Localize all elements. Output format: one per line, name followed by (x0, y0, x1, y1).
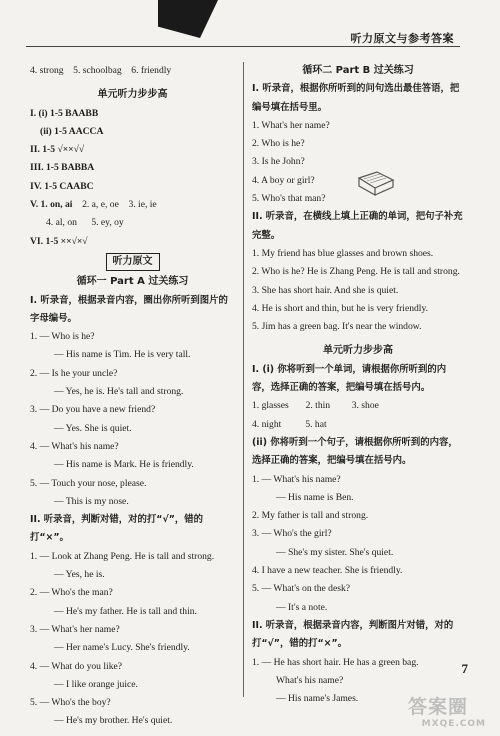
dialog-line: 1. — Look at Zhang Peng. He is tall and strong. (30, 550, 215, 562)
book-stamp-icon (355, 168, 397, 198)
answer-II: II. 1-5 √××√√ (30, 144, 85, 156)
loop-title-left: 循环一 Part A 过关练习 (76, 276, 189, 288)
column-divider (243, 62, 244, 697)
dialog-line: — His name is Mark. He is friendly. (54, 459, 194, 471)
dialog-line: — She's my sister. She's quiet. (276, 546, 394, 558)
dialog-line: 2. My father is tall and strong. (252, 510, 369, 522)
answer-I-i: I. (i) 1-5 BAABB (30, 107, 99, 119)
dialog-line: 1. — Who is he? (30, 331, 95, 343)
answer-IV: IV. 1-5 CAABC (30, 180, 94, 192)
section1-instruction-right: I. 听录音，根据你所听到的问句选出最佳答语，把编号填在括号里。 (252, 83, 460, 113)
dialog-line: — His name is Ben. (276, 491, 354, 503)
dialog-line: — Yes, he is. He's tall and strong. (54, 386, 184, 398)
dialog-line: — His name's James. (276, 693, 359, 705)
sentence-line: 1. My friend has blue glasses and brown shoes. (252, 247, 434, 259)
dialog-line: 5. — Who's the boy? (30, 697, 111, 709)
header-title: 听力原文与参考答案 (350, 32, 454, 45)
unit-heading-left: 单元听力步步高 (97, 89, 168, 101)
dialog-line: 3. — What's her name? (30, 623, 120, 635)
dialog-line: What's his name? (276, 674, 344, 686)
dialog-line: 4. — What do you like? (30, 660, 123, 672)
dialog-line: — I like orange juice. (54, 678, 138, 690)
header-rule (26, 46, 460, 47)
dialog-line: 5. — What's on the desk? (252, 583, 351, 595)
answer-I-ii: (ii) 1-5 AACCA (40, 125, 104, 137)
unit-heading-right: 单元听力步步高 (323, 345, 393, 357)
boxed-title: 听力原文 (106, 253, 160, 271)
section2-instruction-right: II. 听录音，在横线上填上正确的单词，把句子补充完整。 (252, 211, 463, 241)
dialog-line: 4. — What's his name? (30, 440, 119, 452)
unit-i-instruction: I. (i) 你将听到一个单词，请根据你所听到的内容，选择正确的答案，把编号填在括号内。 (252, 363, 447, 394)
dialog-line: 3. — Do you have a new friend? (30, 404, 156, 416)
right-column (252, 62, 464, 708)
word-row-1: 1. glasses 2. thin 3. shoe (252, 400, 379, 412)
dialog-line: 5. — Touch your nose, please. (30, 477, 147, 489)
question-line: 2. Who is he? (252, 138, 305, 150)
section2-instruction-left: II. 听录音，判断对错，对的打“√”，错的打“×”。 (30, 514, 204, 544)
left-column (30, 62, 235, 731)
sentence-line: 2. Who is he? He is Zhang Peng. He is tall and strong. (252, 266, 460, 278)
watermark-logo (408, 692, 486, 729)
dialog-line: 2. — Who's the man? (30, 587, 113, 599)
answer-III: III. 1-5 BABBA (30, 162, 95, 174)
sentence-line: 5. Jim has a green bag. It's near the window. (252, 321, 422, 333)
sentence-line: 3. She has short hair. And she is quiet. (252, 284, 399, 296)
dialog-line: 1. — He has short hair. He has a green bag. (252, 656, 419, 668)
dialog-line: — It's a note. (276, 601, 328, 613)
dialog-line: — Her name's Lucy. She's friendly. (54, 642, 190, 654)
dialog-line: 4. I have a new teacher. She is friendly. (252, 565, 403, 577)
word-row-2: 4. night 5. hat (252, 418, 327, 430)
question-line: 4. A boy or girl? (252, 174, 315, 186)
dialog-line: 1. — What's his name? (252, 473, 341, 485)
dialog-line: — This is my nose. (54, 495, 129, 507)
watermark-sub: MXQE.COM (421, 719, 486, 729)
watermark-main: 答案圈 (408, 696, 469, 718)
dialog-line: — His name is Tim. He is very tall. (54, 349, 191, 361)
question-line: 5. Who's that man? (252, 193, 326, 205)
question-line: 1. What's her name? (252, 119, 330, 131)
header-tab-decoration (158, 0, 218, 38)
dialog-line: — Yes. She is quiet. (54, 422, 132, 434)
dialog-line: 3. — Who's the girl? (252, 528, 332, 540)
answer-V-row2: 4. al, on 5. ey, oy (46, 217, 124, 229)
dialog-line: 2. — Is he your uncle? (30, 367, 118, 379)
loop-title-right: 循环二 Part B 过关练习 (302, 65, 414, 76)
page-number: 7 (461, 661, 468, 676)
sentence-line: 4. He is short and thin, but he is very friendly. (252, 302, 429, 314)
question-line: 3. Is he John? (252, 156, 305, 168)
unit-ii-instruction: (ii) 你将听到一个句子，请根据你所听到的内容，选择正确的答案，把编号填在括号内。 (252, 436, 458, 467)
answer-row-top: 4. strong 5. schoolbag 6. friendly (30, 65, 172, 76)
unit-II-instruction: II. 听录音，根据录音内容，判断图片对错，对的打“√”，错的打“×”。 (252, 619, 454, 650)
section1-instruction-left: I. 听录音，根据录音内容，圈出你所听到图片的字母编号。 (30, 294, 228, 324)
answer-VI: VI. 1-5 ××√×√ (30, 235, 88, 247)
dialog-line: — Yes, he is. (54, 569, 105, 581)
dialog-line: — He's my brother. He's quiet. (54, 715, 173, 727)
dialog-line: — He's my father. He is tall and thin. (54, 605, 197, 617)
answer-V-row1: V. 1. on, ai 2. a, e, oe 3. ie, ie (30, 199, 157, 211)
